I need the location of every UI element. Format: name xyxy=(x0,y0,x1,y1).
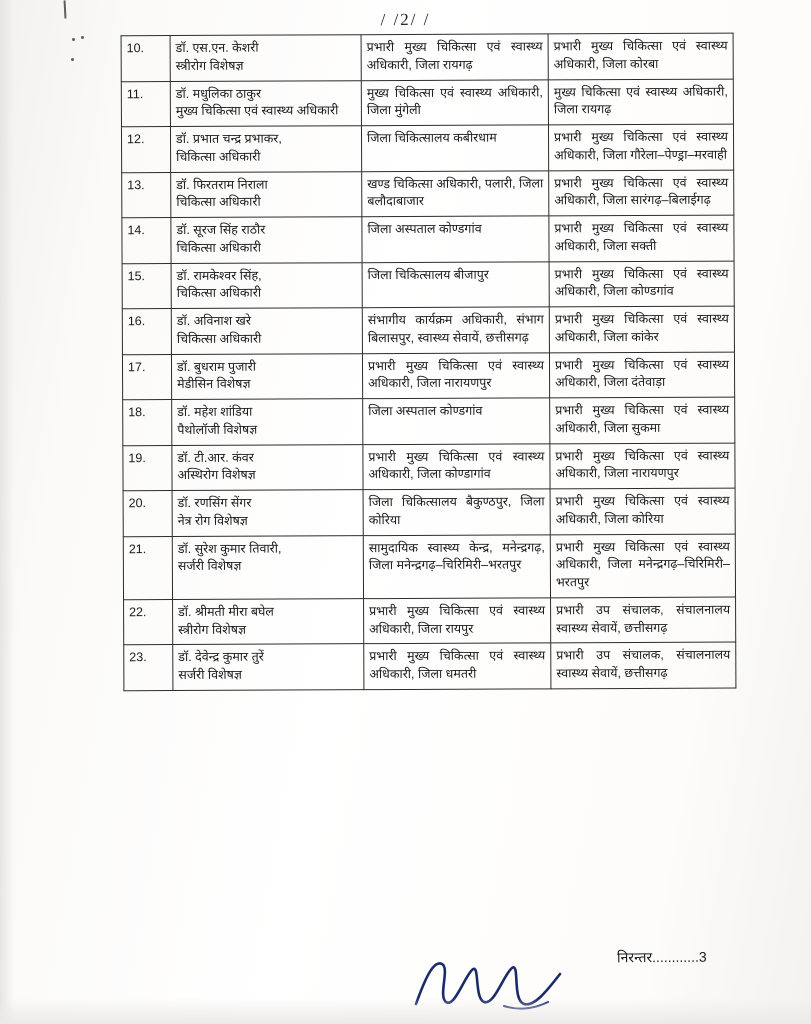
row-officer-name xyxy=(171,353,362,399)
row-serial-number: 21. xyxy=(123,536,172,599)
officer-designation-line: स्त्रीरोग विशेषज्ञ xyxy=(175,58,244,73)
table-row xyxy=(121,33,733,81)
table-row xyxy=(123,534,735,600)
signature-mark xyxy=(408,952,568,1020)
row-present-posting: खण्ड चिकित्सा अधिकारी, पलारी, जिला बलौदाबाजार xyxy=(362,170,549,216)
officer-name-line: डॉ. श्रीमती मीरा बघेल xyxy=(178,604,274,619)
row-new-posting: प्रभारी मुख्य चिकित्सा एवं स्वास्थ्य अधिकारी, जिला सारंगढ़–बिलाईगढ़ xyxy=(549,170,734,216)
row-serial-number: 15. xyxy=(122,263,171,309)
row-present-posting: प्रभारी मुख्य चिकित्सा एवं स्वास्थ्य अधिकारी, जिला रायपुर xyxy=(364,598,551,644)
officer-designation-line: चिकित्सा अधिकारी xyxy=(176,149,261,164)
officer-name-line: डॉ. अविनाश खरे xyxy=(176,313,251,328)
row-new-posting: प्रभारी मुख्य चिकित्सा एवं स्वास्थ्य अधिकारी, जिला कोरबा xyxy=(548,33,733,79)
page-number: / /2/ / xyxy=(380,9,431,30)
officer-name-line: डॉ. एस.एन. केशरी xyxy=(175,40,259,56)
row-present-posting: जिला अस्पताल कोण्डगांव xyxy=(362,216,549,262)
row-new-posting: प्रभारी उप संचालक, संचालनालय स्वास्थ्य सेवायें, छत्तीसगढ़ xyxy=(551,642,736,688)
table xyxy=(121,33,737,691)
row-serial-number: 10. xyxy=(121,36,170,82)
table-row xyxy=(121,124,733,172)
table-row xyxy=(121,79,733,127)
row-officer-name xyxy=(173,598,364,644)
row-serial-number: 13. xyxy=(122,172,171,218)
table-row xyxy=(122,215,734,263)
row-new-posting: प्रभारी मुख्य चिकित्सा एवं स्वास्थ्य अधिकारी, जिला सक्ती xyxy=(549,215,734,261)
officer-designation-line: पैथोलॉजी विशेषज्ञ xyxy=(177,422,258,437)
row-present-posting: जिला अस्पताल कोण्डगांव xyxy=(363,398,550,444)
row-new-posting: प्रभारी मुख्य चिकित्सा एवं स्वास्थ्य अधिकारी, जिला गौरेला–पेण्ड्रा–मरवाही xyxy=(548,124,733,170)
row-new-posting: प्रभारी मुख्य चिकित्सा एवं स्वास्थ्य अधिकारी, जिला कांकेर xyxy=(549,306,734,352)
officer-name-line: डॉ. फिरतराम निराला xyxy=(176,177,268,192)
officer-designation-line: मुख्य चिकित्सा एवं स्वास्थ्य अधिकारी xyxy=(175,103,339,119)
row-officer-name xyxy=(171,262,362,308)
officer-designation-line: मेडीसिन विशेषज्ञ xyxy=(177,376,251,392)
row-officer-name xyxy=(171,217,362,263)
officer-designation-line: चिकित्सा अधिकारी xyxy=(176,240,261,255)
row-serial-number: 14. xyxy=(122,218,171,264)
officer-name-line: डॉ. देवेन्द्र कुमार तुरें xyxy=(178,649,264,665)
row-new-posting: प्रभारी मुख्य चिकित्सा एवं स्वास्थ्य अधिकारी, जिला सुकमा xyxy=(550,397,735,443)
row-officer-name xyxy=(173,644,364,690)
row-new-posting: प्रभारी उप संचालक, संचालनालय स्वास्थ्य सेवायें, छत्तीसगढ़ xyxy=(551,597,736,643)
row-present-posting: प्रभारी मुख्य चिकित्सा एवं स्वास्थ्य अधिकारी, जिला नारायणपुर xyxy=(362,352,549,398)
row-officer-name xyxy=(170,126,361,172)
row-new-posting: प्रभारी मुख्य चिकित्सा एवं स्वास्थ्य अधिकारी, जिला मनेन्द्रगढ़–चिरिमिरी–भरतपुर xyxy=(550,534,735,598)
officer-designation-line: नेत्र रोग विशेषज्ञ xyxy=(177,513,248,528)
officer-name-line: डॉ. सूरज सिंह राठौर xyxy=(176,222,266,238)
ink-specks xyxy=(70,36,98,64)
officer-name-line: डॉ. रामकेश्वर सिंह, xyxy=(176,268,262,283)
row-present-posting: प्रभारी मुख्य चिकित्सा एवं स्वास्थ्य अधिकारी, जिला कोण्डागांव xyxy=(363,443,550,489)
row-serial-number: 12. xyxy=(121,127,170,173)
table-row xyxy=(122,170,734,218)
table-row xyxy=(122,306,734,354)
officer-name-line: डॉ. प्रभात चन्द्र प्रभाकर, xyxy=(175,131,282,147)
row-officer-name xyxy=(172,399,363,445)
row-serial-number: 23. xyxy=(124,645,173,691)
officer-designation-line: स्त्रीरोग विशेषज्ञ xyxy=(178,622,246,637)
officer-name-line: डॉ. महेश शांडिया xyxy=(177,404,253,419)
row-present-posting: सामुदायिक स्वास्थ्य केन्द्र, मनेन्द्रगढ़, जिला मनेन्द्रगढ़–चिरिमिरी–भरतपुर xyxy=(363,534,550,598)
row-officer-name xyxy=(170,35,361,81)
row-present-posting: मुख्य चिकित्सा एवं स्वास्थ्य अधिकारी, जिला मुंगेली xyxy=(361,79,548,125)
table-row xyxy=(123,397,735,445)
row-new-posting: प्रभारी मुख्य चिकित्सा एवं स्वास्थ्य अधिकारी, जिला कोण्डगांव xyxy=(549,261,734,307)
table-row xyxy=(122,261,734,309)
table-row xyxy=(124,597,736,645)
row-officer-name xyxy=(171,308,362,354)
row-new-posting: प्रभारी मुख्य चिकित्सा एवं स्वास्थ्य अधिकारी, जिला दंतेवाड़ा xyxy=(549,352,734,398)
table-row xyxy=(124,642,736,690)
row-serial-number: 18. xyxy=(123,400,172,446)
officer-designation-line: चिकित्सा अधिकारी xyxy=(176,194,261,210)
transfer-order-table xyxy=(121,33,731,691)
row-serial-number: 22. xyxy=(124,599,173,645)
table-row xyxy=(122,352,734,400)
row-present-posting: जिला चिकित्सालय बैकुण्ठपुर, जिला कोरिया xyxy=(363,489,550,535)
row-officer-name xyxy=(172,444,363,490)
row-serial-number: 16. xyxy=(122,309,171,355)
row-serial-number: 20. xyxy=(123,491,172,537)
table-body xyxy=(121,33,736,690)
officer-name-line: डॉ. सुरेश कुमार तिवारी, xyxy=(177,541,282,556)
officer-designation-line: चिकित्सा अधिकारी xyxy=(176,331,262,346)
row-officer-name xyxy=(170,80,361,126)
row-present-posting: संभागीय कार्यक्रम अधिकारी, संभाग बिलासपुर, स्वास्थ्य सेवायें, छत्तीसगढ़ xyxy=(362,307,549,353)
table-row xyxy=(123,443,735,491)
row-serial-number: 19. xyxy=(123,445,172,491)
officer-name-line: डॉ. टी.आर. कंवर xyxy=(177,450,254,465)
officer-designation-line: सर्जरी विशेषज्ञ xyxy=(177,558,242,574)
officer-name-line: डॉ. बुधराम पुजारी xyxy=(176,359,257,374)
row-present-posting: जिला चिकित्सालय बीजापुर xyxy=(362,261,549,307)
row-present-posting: प्रभारी मुख्य चिकित्सा एवं स्वास्थ्य अधिकारी, जिला धमतरी xyxy=(364,643,551,689)
row-officer-name xyxy=(171,171,362,217)
continuation-note: निरन्तर............3 xyxy=(617,948,708,966)
table-row xyxy=(123,488,735,536)
row-new-posting: प्रभारी मुख्य चिकित्सा एवं स्वास्थ्य अधिकारी, जिला नारायणपुर xyxy=(550,443,735,489)
row-serial-number: 11. xyxy=(121,81,170,127)
row-present-posting: प्रभारी मुख्य चिकित्सा एवं स्वास्थ्य अधिकारी, जिला रायगढ़ xyxy=(361,34,548,80)
officer-name-line: डॉ. रणसिंग सेंगर xyxy=(177,495,252,510)
row-officer-name xyxy=(172,535,363,599)
row-present-posting: जिला चिकित्सालय कबीरधाम xyxy=(361,125,548,171)
row-officer-name xyxy=(172,490,363,536)
row-serial-number: 17. xyxy=(122,354,171,400)
officer-name-line: डॉ. मधुलिका ठाकुर xyxy=(175,86,262,101)
row-new-posting: मुख्य चिकित्सा एवं स्वास्थ्य अधिकारी, जिला रायगढ़ xyxy=(548,79,733,125)
officer-designation-line: सर्जरी विशेषज्ञ xyxy=(178,667,242,682)
officer-designation-line: चिकित्सा अधिकारी xyxy=(176,285,262,301)
officer-designation-line: अस्थिरोग विशेषज्ञ xyxy=(177,467,256,483)
row-new-posting: प्रभारी मुख्य चिकित्सा एवं स्वास्थ्य अधिकारी, जिला कोरिया xyxy=(550,488,735,534)
